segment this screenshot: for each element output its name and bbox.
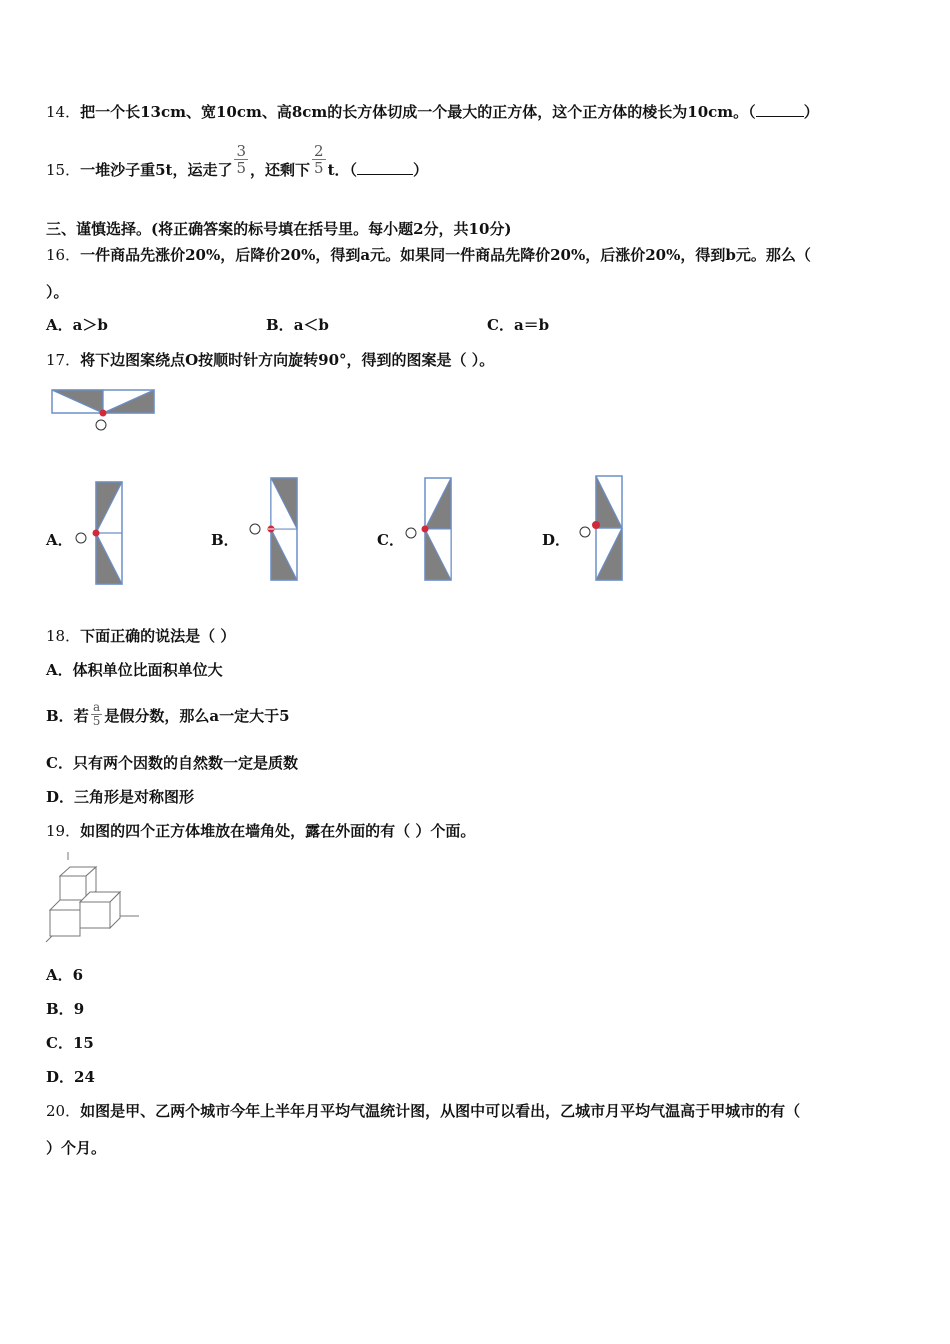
close-paren: ） <box>413 161 429 179</box>
option-text: 9 <box>73 1000 85 1018</box>
question-number: 14． <box>46 103 81 121</box>
question-16-line1 <box>46 245 811 265</box>
option-text: 15 <box>72 1034 94 1052</box>
q17-option-c-figure[interactable] <box>400 474 460 586</box>
numerator: a <box>91 701 103 715</box>
wall-edge-line <box>46 936 52 942</box>
question-text: 将下边图案绕点O按顺时针方向旋转90°，得到的图案是（ ）。 <box>80 351 495 369</box>
rotation-original-figure <box>48 386 160 436</box>
question-19 <box>46 821 475 841</box>
q18-option-c[interactable] <box>46 753 298 773</box>
question-number: 18． <box>46 627 81 645</box>
stacked-cubes-figure <box>44 850 144 944</box>
question-text-part1: 一堆沙子重5t，运走了 <box>80 161 233 179</box>
cube-top-front <box>60 876 86 900</box>
question-18 <box>46 626 235 646</box>
q18-option-b[interactable] <box>46 699 290 728</box>
question-number: 15． <box>46 161 81 179</box>
rotation-center-dot <box>422 526 429 533</box>
question-20-line2: ）个月。 <box>46 1139 107 1157</box>
q17-option-b-figure[interactable] <box>244 474 304 586</box>
question-text-part3: t．（ <box>327 161 358 179</box>
question-number: 17． <box>46 351 81 369</box>
numerator: 2 <box>314 141 324 160</box>
option-c[interactable] <box>487 315 549 335</box>
close-paren: ） <box>803 103 819 121</box>
question-17 <box>46 350 494 370</box>
q17-option-b-label[interactable]: B． <box>211 531 239 549</box>
question-text: 下面正确的说法是（ ） <box>80 627 236 645</box>
q17-option-d-label[interactable]: D． <box>542 531 571 549</box>
option-text: 三角形是对称图形 <box>74 788 195 806</box>
q17-option-c-label[interactable]: C． <box>377 531 404 549</box>
point-o-marker <box>76 533 86 543</box>
option-a[interactable] <box>46 315 108 335</box>
q17-option-a-figure[interactable] <box>72 478 128 588</box>
option-b[interactable] <box>266 315 329 335</box>
option-label: C． <box>46 1034 73 1052</box>
point-o-marker <box>250 524 260 534</box>
option-label: A． <box>46 316 73 334</box>
q19-option-d[interactable] <box>46 1067 95 1087</box>
option-text-part1: 若 <box>73 707 89 725</box>
point-o-marker <box>406 528 416 538</box>
point-o-marker <box>96 420 106 430</box>
q19-option-c[interactable] <box>46 1033 94 1053</box>
question-number: 16． <box>46 246 81 264</box>
option-label: C． <box>487 316 514 334</box>
q17-option-a-label[interactable]: A． <box>46 531 73 549</box>
numerator: 3 <box>236 141 247 160</box>
question-15 <box>46 141 429 180</box>
option-text: 24 <box>74 1068 95 1086</box>
option-text: 只有两个因数的自然数一定是质数 <box>72 754 298 772</box>
cube-bottom-right-front <box>80 902 110 928</box>
option-label: B． <box>46 707 74 725</box>
rotation-center-dot <box>93 530 100 537</box>
option-label: B． <box>46 1000 74 1018</box>
question-14 <box>46 102 819 122</box>
fraction-three-fifths <box>234 143 248 176</box>
option-text: a＞b <box>72 316 108 334</box>
cube-bottom-left-front <box>50 910 80 936</box>
option-label: A． <box>46 661 73 679</box>
q19-option-a[interactable] <box>46 965 83 985</box>
section-heading: 三、谨慎选择。(将正确答案的标号填在括号里。每小题2分，共10分) <box>46 220 512 238</box>
option-label: D． <box>46 788 75 806</box>
option-text: 体积单位比面积单位大 <box>72 661 223 679</box>
q19-option-b[interactable] <box>46 999 84 1019</box>
option-label: A． <box>46 966 73 984</box>
question-number: 19． <box>46 822 81 840</box>
answer-blank[interactable] <box>357 160 413 175</box>
question-text: 把一个长13cm、宽10cm、高8cm的长方体切成一个最大的正方体，这个正方体的棱长为10cm。（ <box>80 103 756 121</box>
option-label: C． <box>46 754 73 772</box>
denominator: 5 <box>236 158 247 177</box>
point-o-marker <box>580 527 590 537</box>
q18-option-a[interactable] <box>46 660 223 680</box>
option-text-part2: 是假分数，那么a一定大于5 <box>104 707 290 725</box>
rotation-center-dot <box>592 521 600 529</box>
q17-option-d-figure[interactable] <box>572 472 628 586</box>
question-text: 一件商品先涨价20%，后降价20%，得到a元。如果同一件商品先降价20%，后涨价20%，得到b元。那么（ <box>80 246 811 264</box>
option-label: D． <box>46 1068 75 1086</box>
question-text-part2: ，还剩下 <box>250 161 311 179</box>
fraction-a-over-5 <box>91 701 103 728</box>
question-number: 20． <box>46 1102 81 1120</box>
option-text: 6 <box>72 966 84 984</box>
question-text: 如图是甲、乙两个城市今年上半年月平均气温统计图，从图中可以看出，乙城市月平均气温高于甲城市的有（ <box>80 1102 801 1120</box>
rotation-center-dot <box>100 410 107 417</box>
denominator: 5 <box>314 158 324 177</box>
question-20-line1 <box>46 1101 800 1121</box>
question-16-line2: ）。 <box>46 283 69 301</box>
answer-blank[interactable] <box>756 102 804 117</box>
denominator: 5 <box>92 713 101 728</box>
option-text: a＝b <box>513 316 550 334</box>
question-text: 如图的四个正方体堆放在墙角处，露在外面的有（ ）个面。 <box>80 822 476 840</box>
option-label: B． <box>266 316 294 334</box>
q18-option-d[interactable] <box>46 787 194 807</box>
option-text: a＜b <box>293 316 329 334</box>
fraction-two-fifths <box>312 143 326 176</box>
